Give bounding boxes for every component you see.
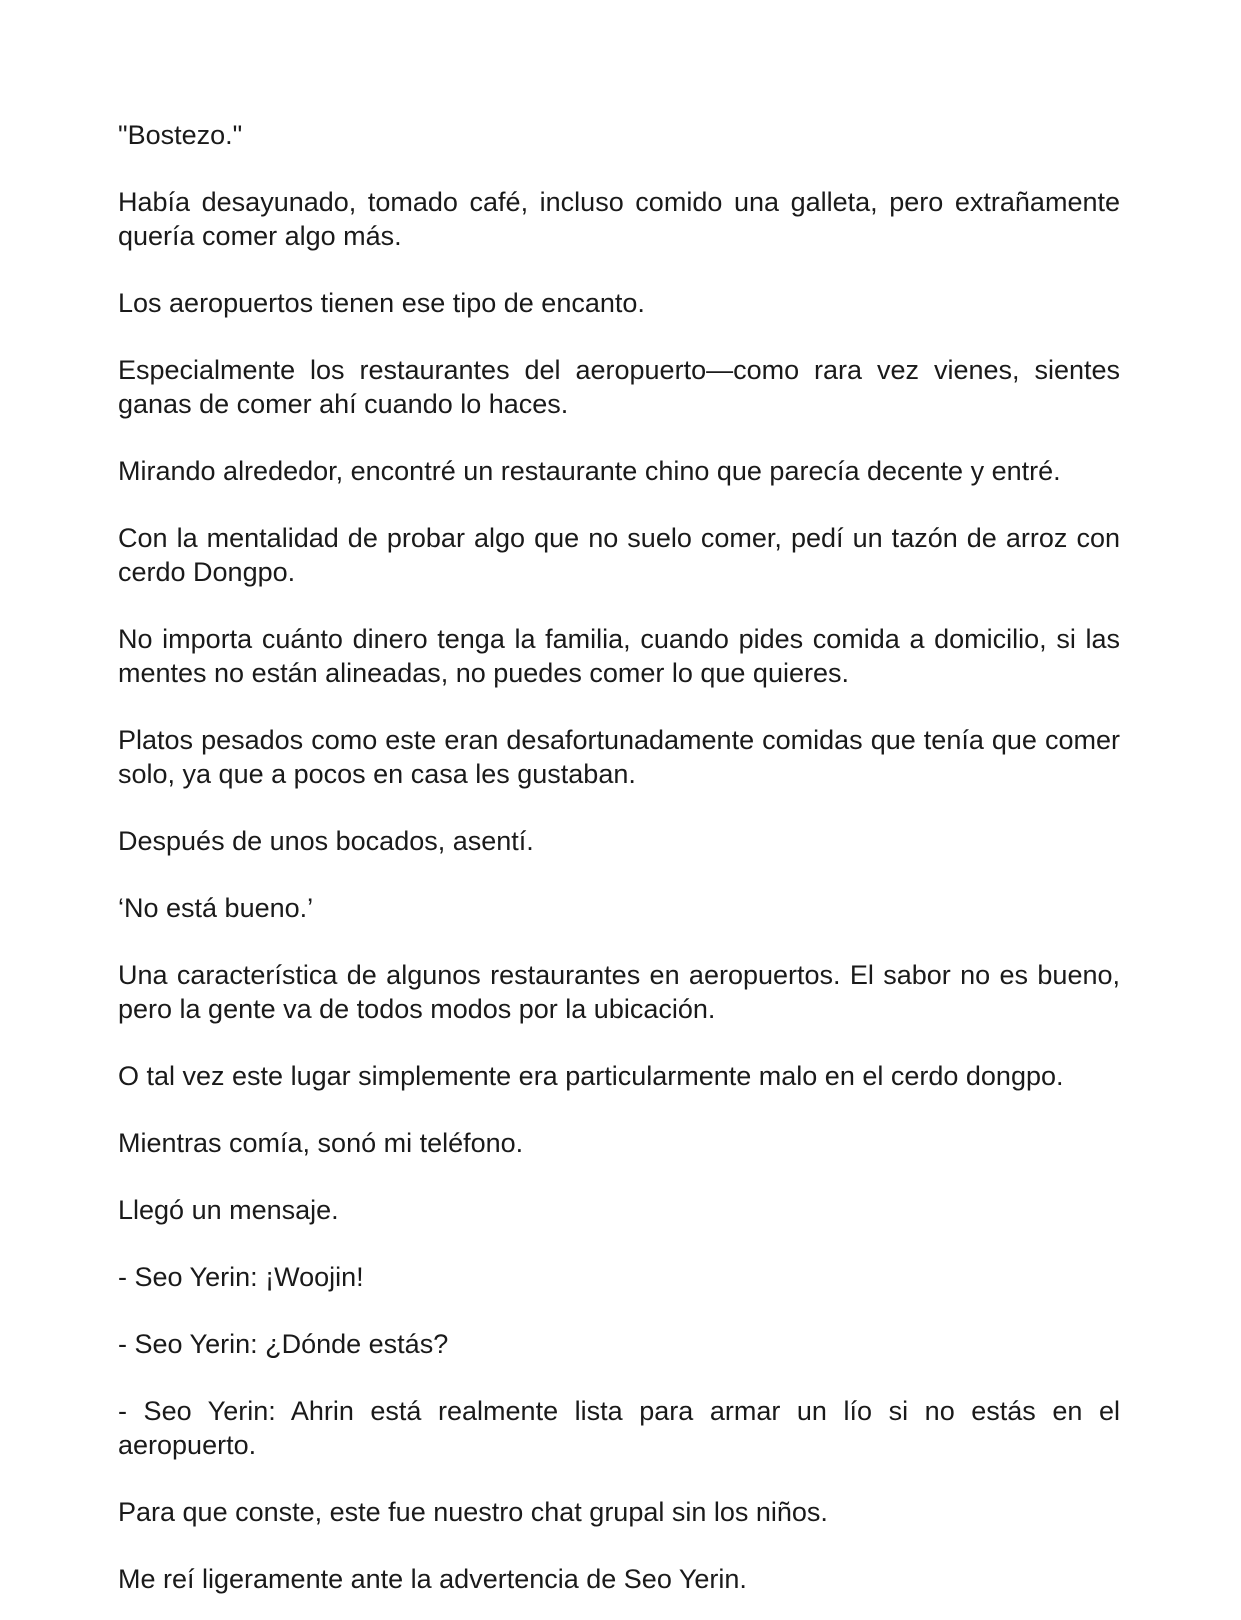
paragraph: Después de unos bocados, asentí.: [118, 826, 534, 856]
paragraph: Mientras comía, sonó mi teléfono.: [118, 1128, 524, 1158]
chat-message: - Seo Yerin: ¿Dónde estás?: [118, 1329, 449, 1359]
paragraph: O tal vez este lugar simplemente era particularmente malo en el cerdo dongpo.: [118, 1061, 1064, 1091]
paragraph: Para que conste, este fue nuestro chat grupal sin los niños.: [118, 1497, 828, 1527]
paragraph: Una característica de algunos restaurantes en aeropuertos. El sabor no es bueno, pero la gente va de todos modos por la ubicación.: [118, 960, 1120, 1024]
paragraph: Llegó un mensaje.: [118, 1195, 339, 1225]
chat-message: - Seo Yerin: Ahrin está realmente lista para armar un lío si no estás en el aeropuerto.: [118, 1396, 1120, 1460]
paragraph: Especialmente los restaurantes del aeropuerto—como rara vez vienes, sientes ganas de comer ahí cuando lo haces.: [118, 355, 1120, 419]
paragraph: "Bostezo.": [118, 120, 243, 150]
paragraph: Platos pesados como este eran desafortunadamente comidas que tenía que comer solo, ya que a pocos en casa les gustaban.: [118, 725, 1120, 789]
paragraph: No importa cuánto dinero tenga la familia, cuando pides comida a domicilio, si las mentes no están alineadas, no puedes comer lo que quieres.: [118, 624, 1120, 688]
chat-message: - Seo Yerin: ¡Woojin!: [118, 1262, 364, 1292]
paragraph: Con la mentalidad de probar algo que no suelo comer, pedí un tazón de arroz con cerdo Dongpo.: [118, 523, 1120, 587]
paragraph: Me reí ligeramente ante la advertencia de Seo Yerin.: [118, 1564, 747, 1594]
document-body: [118, 118, 1120, 1596]
paragraph: Mirando alrededor, encontré un restaurante chino que parecía decente y entré.: [118, 456, 1061, 486]
paragraph: ‘No está bueno.’: [118, 893, 314, 923]
paragraph: Había desayunado, tomado café, incluso comido una galleta, pero extrañamente quería comer algo más.: [118, 187, 1120, 251]
paragraph: Los aeropuertos tienen ese tipo de encanto.: [118, 288, 645, 318]
